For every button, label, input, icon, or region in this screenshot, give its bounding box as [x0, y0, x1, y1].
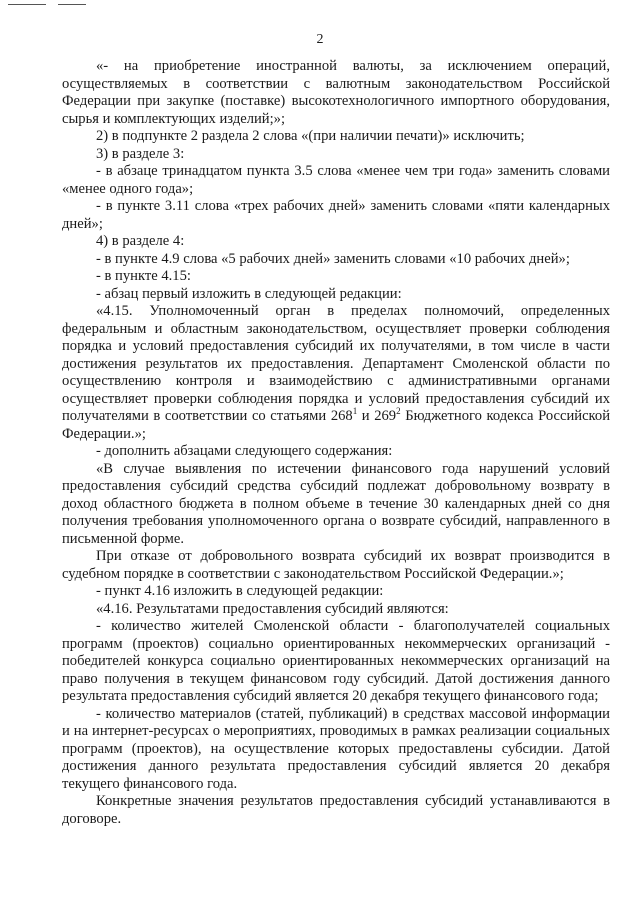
paragraph: 4) в разделе 4:	[96, 233, 185, 249]
paragraph: - в пункте 4.9 слова «5 рабочих дней» заменить словами «10 рабочих дней»;	[96, 250, 570, 267]
paragraph: - в пункте 4.15:	[96, 268, 191, 284]
paragraph: - пункт 4.16 изложить в следующей редакции:	[96, 583, 384, 599]
paragraph-text: и 269	[357, 408, 397, 424]
paragraph: При отказе от добровольного возврата субсидий их возврат производится в судебном порядке в соответствии с законодательством Российской Федерации.»;	[62, 548, 610, 582]
paragraph: - в пункте 3.11 слова «трех рабочих дней» заменить словами «пяти календарных дней»;	[62, 198, 610, 232]
paragraph: - абзац первый изложить в следующей редакции:	[96, 285, 402, 302]
paragraph: 3) в разделе 3:	[96, 145, 185, 162]
paragraph: «- на приобретение иностранной валюты, за исключением операций, осуществляемых в соответствии с валютным законодательством Российской Федерации при закупке (поставке) высокотехнологичного импортного оборудования, сырья и комплектующих изделий;»;	[62, 58, 610, 127]
paragraph-4-15	[62, 303, 610, 443]
top-edge-mark	[58, 4, 86, 5]
page-number: 2	[316, 32, 324, 47]
paragraph-text: Бюджетного кодекса Российской Федерации.»;	[62, 408, 611, 442]
top-edge-mark	[8, 4, 46, 5]
paragraph: - количество жителей Смоленской области - благополучателей социальных программ (проектов) социально ориентированных некоммерческих организаций - победителей конкурса социально ориентированных некоммерческих организаций на право получения в текущем финансовом году субсидий. Датой достижения данного результата предоставления субсидий является 20 декабря текущего финансового года;	[62, 618, 610, 704]
paragraph: 2) в подпункте 2 раздела 2 слова «(при наличии печати)» исключить;	[96, 128, 525, 144]
paragraph: «4.16. Результатами предоставления субсидий являются:	[96, 600, 449, 617]
paragraph-text: «4.15. Уполномоченный орган в пределах полномочий, определенных федеральным и областным законодательством, осуществляет проверки соблюдения порядка и условий предоставления субсидий их получателями, в том числе в части достижения результатов их предоставления. Департамент Смоленской области по осуществлению контроля и взаимодействию с административными органами осуществляет проверки соблюдения порядка и условий предоставления субсидий их получателями в соответствии со статьями 268	[62, 303, 610, 424]
superscript: 2	[396, 406, 401, 417]
paragraph: - дополнить абзацами следующего содержания:	[96, 443, 393, 459]
superscript: 1	[352, 406, 358, 417]
paragraph: «В случае выявления по истечении финансового года нарушений условий предоставления субсидий средства субсидий подлежат добровольному возврату в доход областного бюджета в полном объеме в течение 30 календарных дней со дня получения требования уполномоченного органа о возврате субсидий, направленного в письменной форме.	[62, 460, 610, 547]
paragraph: - в абзаце тринадцатом пункта 3.5 слова «менее чем три года» заменить словами «менее одного года»;	[62, 163, 610, 197]
document-body	[62, 58, 610, 828]
paragraph: Конкретные значения результатов предоставления субсидий устанавливаются в договоре.	[62, 793, 610, 827]
paragraph: - количество материалов (статей, публикаций) в средствах массовой информации и на интернет-ресурсах о мероприятиях, проводимых в рамках реализации социальных программ (проектов), на осуществление которых предоставлены субсидии. Датой достижения данного результата предоставления субсидий является 20 декабря текущего финансового года.	[62, 705, 610, 792]
